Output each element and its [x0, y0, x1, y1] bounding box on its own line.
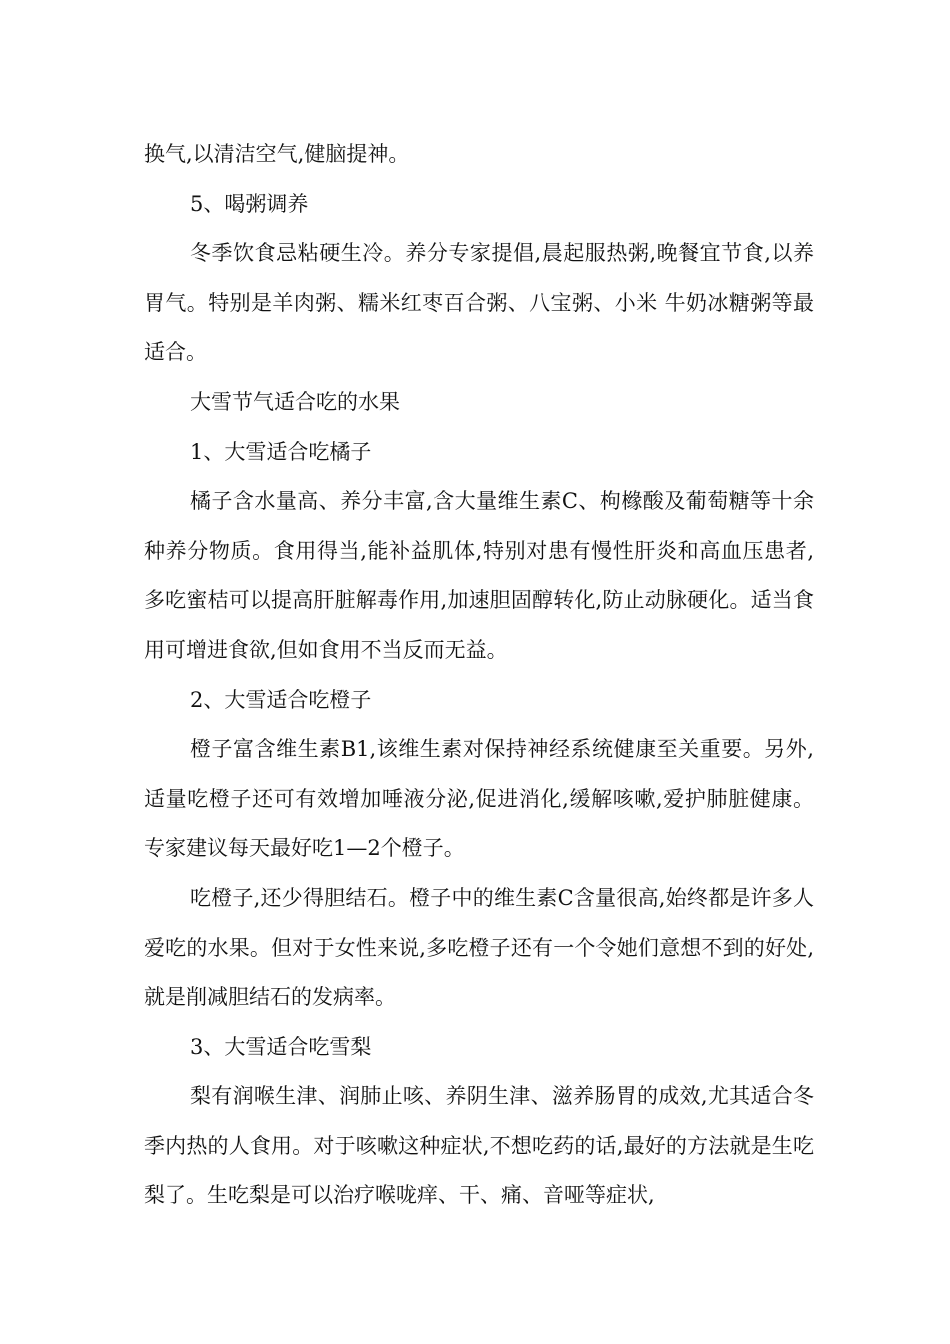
- paragraph-porridge: 冬季饮食忌粘硬生冷。养分专家提倡,晨起服热粥,晚餐宜节食,以养胃气。特别是羊肉粥、糯米红枣百合粥、八宝粥、小米 牛奶冰糖粥等最适合。: [144, 241, 814, 365]
- section-heading-fruits: 大雪节气适合吃的水果: [190, 389, 400, 414]
- section-heading-tangerine: 1、大雪适合吃橘子: [190, 439, 372, 464]
- section-heading-orange: 2、大雪适合吃橙子: [190, 687, 372, 712]
- paragraph-pear: 梨有润喉生津、润肺止咳、养阴生津、滋养肠胃的成效,尤其适合冬季内热的人食用。对于咳嗽这种症状,不想吃药的话,最好的方法就是生吃梨了。生吃梨是可以治疗喉咙痒、干、痛、音哑等症状,: [144, 1084, 814, 1208]
- document-body: [144, 130, 814, 1221]
- section-heading-pear: 3、大雪适合吃雪梨: [190, 1034, 372, 1059]
- section-heading-porridge: 5、喝粥调养: [190, 191, 309, 216]
- paragraph-orange-gallstone: 吃橙子,还少得胆结石。橙子中的维生素C含量很高,始终都是许多人爱吃的水果。但对于女性来说,多吃橙子还有一个令她们意想不到的好处,就是削减胆结石的发病率。: [144, 885, 814, 1010]
- paragraph-tangerine: 橘子含水量高、养分丰富,含大量维生素C、枸橼酸及葡萄糖等十余种养分物质。食用得当,能补益肌体,特别对患有慢性肝炎和高血压患者,多吃蜜桔可以提高肝脏解毒作用,加速胆固醇转化,防止动脉硬化。适当食用可增进食欲,但如食用不当反而无益。: [144, 489, 814, 662]
- paragraph-continuation: 换气,以清洁空气,健脑提神。: [144, 142, 410, 166]
- paragraph-orange-vitamin: 橙子富含维生素B1,该维生素对保持神经系统健康至关重要。另外,适量吃橙子还可有效增加唾液分泌,促进消化,缓解咳嗽,爱护肺脏健康。专家建议每天最好吃1—2个橙子。: [144, 737, 814, 861]
